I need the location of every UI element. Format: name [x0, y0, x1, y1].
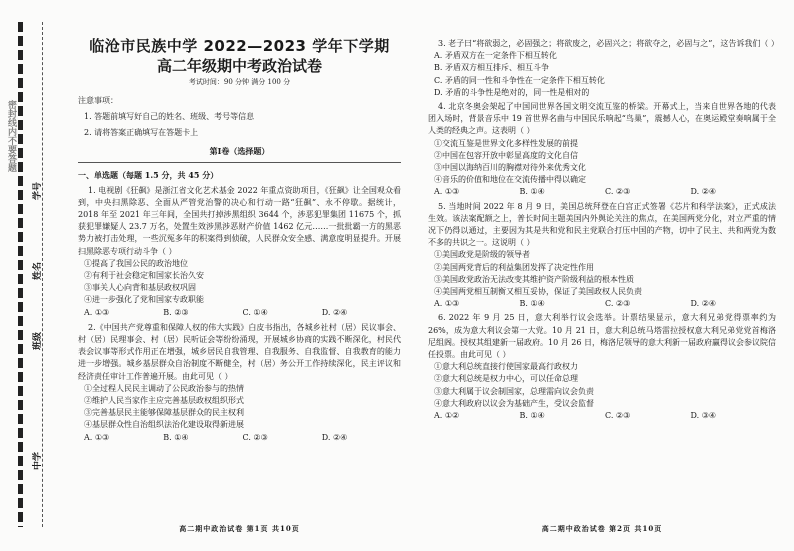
question-1-option: ③事关人心向背和基层政权巩固 — [84, 283, 196, 293]
question-5-option: ③美国政党政治无法改变其维护资产阶级利益的根本性质 — [434, 274, 634, 284]
binding-margin — [0, 0, 58, 551]
choice-b[interactable]: B. ①④ — [519, 187, 545, 197]
choice-b[interactable]: B. ①④ — [519, 411, 545, 421]
choice-a[interactable]: A. ①③ — [434, 299, 460, 309]
choice-b[interactable]: B. ①④ — [519, 299, 545, 309]
question-1-option: ①提高了我国公民的政治地位 — [84, 258, 188, 268]
question-3-option[interactable]: C. 矛盾的同一性和斗争性在一定条件下相互转化 — [434, 75, 605, 85]
choice-c[interactable]: C. ①④ — [242, 307, 268, 317]
page-1 — [78, 0, 401, 551]
page-2 — [428, 0, 779, 551]
question-6-option: ②意大利总统是权力中心，可以任命总理 — [434, 374, 578, 384]
school-label: 中学 — [33, 451, 43, 470]
seal-warning: 密封线内不要答题 — [6, 100, 16, 172]
volume-heading: 第Ⅰ卷（选择题） — [209, 146, 270, 157]
question-3-option[interactable]: D. 矛盾的斗争性是绝对的，同一性是相对的 — [434, 87, 590, 97]
page-1-footer: 高二期中政治试卷 第1页 共10页 — [179, 523, 300, 533]
class-label: 班级 — [33, 331, 43, 350]
question-2-option: ①全过程人民民主调动了公民政治参与的热情 — [84, 383, 244, 393]
question-2-stem: 2.《中国共产党尊重和保障人权的伟大实践》白皮书指出，各城乡社村（居）民议事会、村（居）民理事会、村（居）民听证会等纷纷涌现，开展城乡协商的实践不断深化，村民代表会议事等形式作用正在增强，城乡居民自我管理、自我服务、自我监督、自我教育的能力进一步增强。城乡基层群众自治制度不断健全，村（居）务公开工作持续深化，民主评议和经济责任审计工作普遍开展。由此可见（ ） — [78, 322, 401, 381]
exam-title: 临沧市民族中学 2022—2023 学年下学期 — [89, 37, 390, 55]
question-1-option: ④进一步强化了党和国家专政职能 — [84, 295, 204, 305]
question-1-choices — [78, 307, 401, 319]
divider — [78, 162, 401, 163]
question-2-option: ③完善基层民主能够保障基层群众的民主权利 — [84, 408, 244, 418]
choice-a[interactable]: A. ①② — [434, 411, 460, 421]
question-4-choices — [428, 186, 776, 198]
choice-a[interactable]: A. ①③ — [84, 432, 110, 442]
question-5-option: ④美国两党相互制衡又相互妥协，保证了美国政权人民负责 — [434, 287, 642, 297]
question-4-option: ③中国以海纳百川的胸襟对待外来优秀文化 — [434, 163, 586, 173]
student-id-label: 学号 — [33, 181, 43, 200]
question-3-option[interactable]: B. 矛盾双方相互排斥、相互斗争 — [434, 63, 549, 73]
exam-subtitle: 高二年级期中考政治试卷 — [156, 57, 322, 76]
question-4-stem: 4. 北京冬奥会架起了中国同世界各国文明交流互鉴的桥梁。开幕式上，当来自世界各地的代表团入场时，背景音乐中 19 首世界名曲与中国民乐响起“鸟巢”，震撼人心，在奥运殿堂奏响属于全人类的经典之声。这表明（ ） — [428, 102, 776, 136]
note-item: 2. 请将答案正确填写在答题卡上 — [84, 128, 199, 138]
choice-d[interactable]: D. ②④ — [321, 432, 348, 442]
question-1-option: ②有利于社会稳定和国家长治久安 — [84, 271, 204, 281]
note-item: 1. 答题前填写好自己的姓名、班级、考号等信息 — [84, 111, 255, 121]
choice-d[interactable]: D. ②④ — [690, 187, 717, 197]
page-2-footer: 高二期中政治试卷 第2页 共10页 — [541, 523, 663, 533]
choice-b[interactable]: B. ②③ — [163, 307, 189, 317]
question-6-choices — [428, 410, 776, 422]
name-label: 姓名 — [33, 261, 43, 280]
question-6-option: ④意大利政府以议会为基础产生，受议会监督 — [434, 398, 594, 408]
question-3-stem: 3. 老子曰“将欲弱之，必固强之；将欲废之，必固兴之；将欲夺之，必固与之”，这告诉我们（ ） — [438, 39, 779, 48]
question-6-stem: 6. 2022 年 9 月 25 日，意大利举行议会选举。计票结果显示，意大利兄弟党得票率约为 26%，成为意大利议会第一大党。10 月 21 日，意大利总统马塔雷拉授权意大利兄弟党党首梅洛尼组阁。授权其组建新一届政府。10 月 26 日，梅洛尼领导的意大利新一届政府赢得议会参议院信任投票。由此可见（ ） — [428, 313, 776, 360]
question-3-option[interactable]: A. 矛盾双方在一定条件下相互转化 — [434, 51, 557, 61]
question-2-choices — [78, 432, 401, 444]
question-4-option: ④音乐的价值和地位在交流传播中得以确定 — [434, 175, 586, 185]
question-6-option: ①意大利总统直接行使国家最高行政权力 — [434, 362, 578, 372]
choice-c[interactable]: C. ②③ — [605, 299, 631, 309]
choice-c[interactable]: C. ②③ — [605, 411, 631, 421]
question-5-option: ②美国两党背后的利益集团发挥了决定性作用 — [434, 262, 594, 272]
choice-d[interactable]: D. ②④ — [321, 307, 348, 317]
question-1-stem: 1. 电视剧《狂飙》是浙江省文化艺术基金 2022 年重点资助项目，《狂飙》让全国观众看到，中央扫黑除恶、全面从严管党治警的决心和行动一路“狂飙”、永不停歇。据统计，2018 年至 2021 年三年间，全国共打掉涉黑组织 3644 个，涉恶犯罪集团 11675 个，抓获犯罪嫌疑人 23.7 万名，处置生效涉黑涉恶财产价值 1462 亿元……一批批霸一方的黑恶势力被打击处理，一些沉冤多年的积案得到侦破，人民群众安全感、满意度明显提升。开展扫黑除恶专项行动斗争（ ） — [78, 185, 401, 256]
question-6-option: ③意大利属于议会制国家，总理需向议会负责 — [434, 386, 594, 396]
question-5-choices — [428, 298, 776, 310]
choice-d[interactable]: D. ②④ — [690, 299, 717, 309]
question-4-option: ②中国在包容开放中彰显高度的文化自信 — [434, 150, 578, 160]
binding-line — [18, 22, 23, 527]
question-2-option: ②维护人民当家作主应完善基层政权组织形式 — [84, 396, 244, 406]
exam-meta: 考试时间：90 分钟 满分 100 分 — [188, 78, 291, 87]
notes-title: 注意事项： — [78, 95, 118, 105]
choice-d[interactable]: D. ③④ — [690, 411, 717, 421]
question-2-option: ④基层群众性自治组织法治化建设取得新进展 — [84, 420, 244, 430]
choice-b[interactable]: B. ①④ — [163, 432, 189, 442]
choice-a[interactable]: A. ①③ — [434, 187, 460, 197]
section-heading: 一、单选题（每题 1.5 分，共 45 分） — [78, 170, 219, 181]
choice-c[interactable]: C. ②③ — [242, 432, 268, 442]
question-4-option: ①交流互鉴是世界文化多样性发展的前提 — [434, 138, 578, 148]
choice-a[interactable]: A. ①③ — [84, 307, 110, 317]
choice-c[interactable]: C. ②③ — [605, 187, 631, 197]
question-5-option: ①美国政党是阶级的领导者 — [434, 250, 530, 260]
question-5-stem: 5. 当地时间 2022 年 8 月 9 日，美国总统拜登在白宫正式签署《芯片和科学法案》，正式成法生效。该法案配额之上，普长时间主题美国内外舆论关注的焦点，在美国两党分化，对立严重的情况下仍得以通过，主要因为其是共和党和民主党联合打压中国的产物，切中了民主、共和两党为数不多的共识之一。这说明（ ） — [428, 201, 776, 248]
